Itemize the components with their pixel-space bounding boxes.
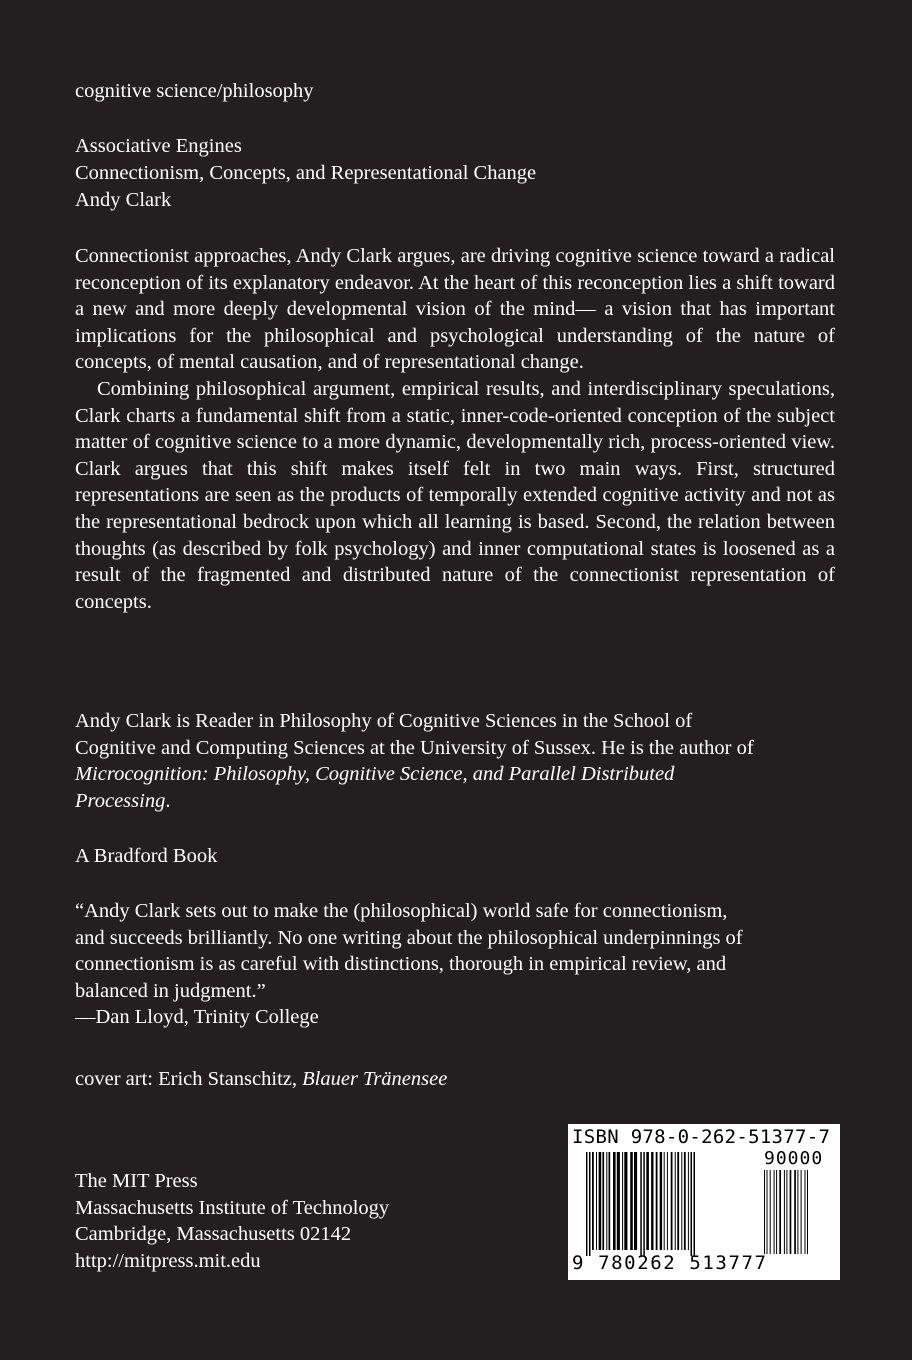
category-label: cognitive science/philosophy [75,80,314,102]
barcode-bar [671,1152,673,1250]
book-subtitle: Connectionism, Concepts, and Representational Change [75,162,537,184]
blurb [75,898,743,1031]
publisher-city: Cambridge, Massachusetts 02142 [75,1223,352,1245]
barcode-bar [784,1170,785,1254]
barcode-bar [681,1152,682,1250]
bio-book-title-2: Processing [75,789,166,812]
bio-line-2: Cognitive and Computing Sciences at the University of Sussex. He is the author of [75,736,754,759]
barcode-bar [786,1170,787,1254]
publisher-institution: Massachusetts Institute of Technology [75,1196,390,1219]
barcode-bar [643,1152,645,1256]
author-bio [75,708,754,814]
barcode-bar [586,1152,588,1256]
publisher-name: The MIT Press [75,1170,198,1192]
bio-end: . [165,789,171,812]
barcode-bar [660,1152,662,1250]
barcode-bar [807,1170,808,1254]
cover-art-title: Blauer Tränensee [302,1068,448,1090]
blurb-line-3: connectionism is as careful with distinctions, thorough in empirical review, and [75,953,727,976]
barcode-bar [634,1152,637,1250]
addon-code: 90000 [764,1148,824,1169]
barcode-bar [797,1170,798,1254]
barcode-bar [613,1152,616,1250]
barcode-bar [694,1152,696,1256]
barcode-bar [624,1152,627,1250]
isbn-barcode [568,1124,840,1280]
barcode-bar [688,1152,689,1250]
barcode-bar [691,1152,693,1256]
barcode-bar [684,1152,686,1250]
barcode-bar [774,1170,775,1254]
barcode-bar [596,1152,597,1250]
blurb-line-1: “Andy Clark sets out to make the (philosophical) world safe for connectionism, [75,900,728,922]
book-author: Andy Clark [75,189,172,211]
barcode-bar [640,1152,642,1256]
cover-art-credit [75,1067,447,1091]
book-title: Associative Engines [75,135,242,157]
description-paragraph-1: Connectionist approaches, Andy Clark argues, are driving cognitive science toward a radical reconception of its explanatory endeavor. At the heart of this reconception lies a shift toward a new and more deeply developmental vision of the mind— a vision that has important implications for the philosophical and psychological understanding of the nature of concepts, of mental causation, and of representational change. [75,245,835,374]
barcode-bar [801,1170,802,1254]
barcode-bar [794,1170,796,1254]
cover-art-prefix: cover art: Erich Stanschitz, [75,1068,303,1090]
publisher-url: http://mitpress.mit.edu [75,1249,261,1272]
barcode-bar [606,1152,607,1250]
blurb-line-4: balanced in judgment.” [75,979,266,1002]
bio-book-title-1: Microcognition: Philosophy, Cognitive Science, and Parallel Distributed [75,763,675,786]
barcode-bar [630,1152,633,1250]
barcode-bar [805,1170,806,1254]
barcode-bar [602,1152,604,1250]
blurb-line-2: and succeeds brilliantly. No one writing about the philosophical underpinnings of [75,926,743,949]
barcode-bar [592,1152,594,1250]
barcode-bar [651,1152,653,1250]
barcode-bar [667,1152,668,1250]
barcode-bar [617,1152,620,1250]
barcode-bar [770,1170,771,1254]
barcode-bar [646,1152,649,1250]
bio-line-1: Andy Clark is Reader in Philosophy of Cognitive Sciences in the School of [75,710,693,732]
barcode-digits: 9 780262 513777 [572,1252,768,1274]
isbn-label: ISBN 978-0-262-51377-7 [572,1126,831,1148]
description-paragraph-2: Combining philosophical argument, empirical results, and interdisciplinary speculations, Clark charts a fundamental shift from a static, inner-code-oriented conception of the subject matter of cognitive science to a more dynamic, developmentally rich, process-oriented view. Clark argues that this shift makes itself felt in two main ways. First, structured representations are seen as the products of temporally extended cognitive activity and not as the representational bedrock upon which all learning is based. Second, the relation between thoughts (as described by folk psychology) and inner computational states is loosened as a result of the fragmented and distributed nature of the connectionist representation of concepts. [75,377,835,613]
barcode-bar [675,1152,676,1250]
barcode-bar [609,1152,611,1250]
barcode-bar [656,1152,658,1250]
description [75,243,835,615]
blurb-attribution: —Dan Lloyd, Trinity College [75,1006,319,1029]
barcode-bar [664,1152,665,1250]
imprint: A Bradford Book [75,845,218,867]
barcode-bar [776,1170,777,1254]
barcode-bar [677,1152,679,1250]
barcode-bar [790,1170,792,1254]
barcode-bar [764,1170,765,1254]
barcode-bar [589,1152,591,1256]
barcode-bar [767,1170,768,1254]
barcode-bar [622,1152,623,1250]
barcode-bar [599,1152,602,1250]
barcode-bar [779,1170,781,1254]
publisher-address [75,1168,389,1274]
